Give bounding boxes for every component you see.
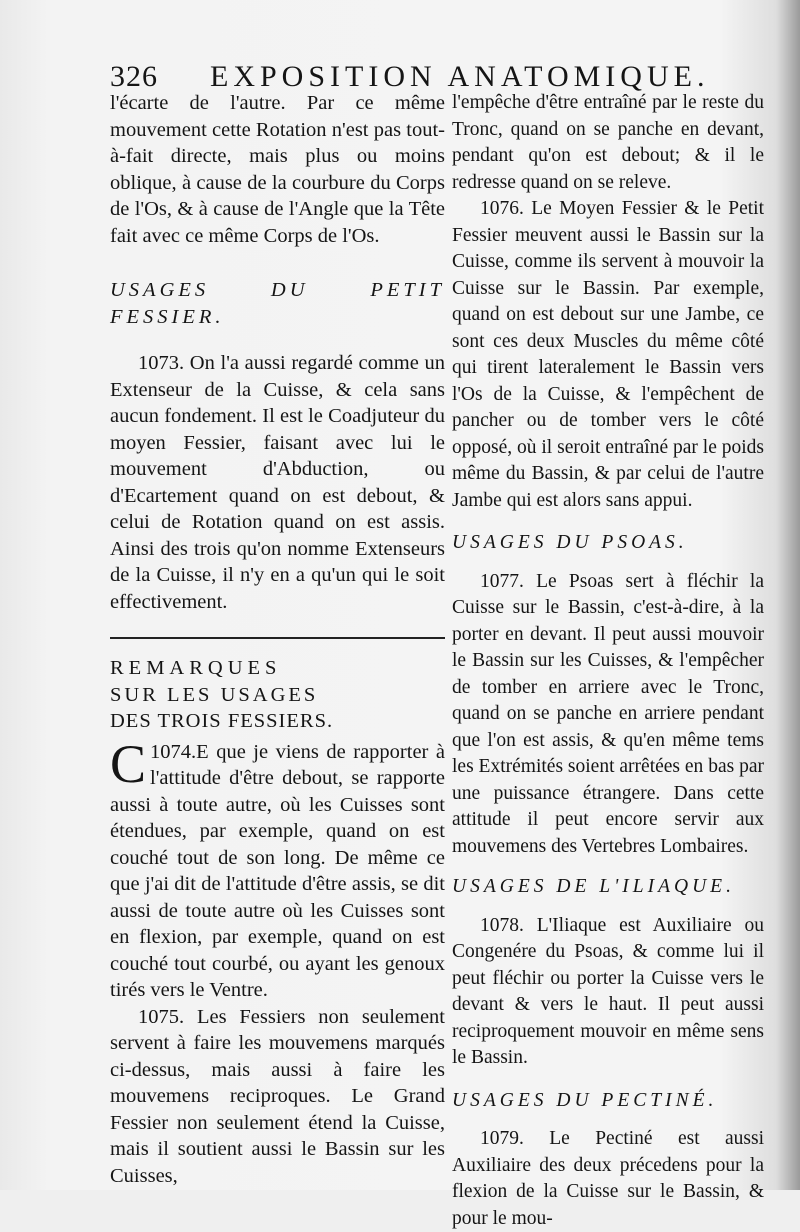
remarques-title: REMARQUES — [110, 657, 282, 679]
paragraph-number: 1074. — [150, 740, 197, 763]
paragraph-1078: 1078. L'Iliaque est Auxiliaire ou Congenére du Psoas, & comme lui il peut fléchir ou porter la Cuisse vers le devant & vers le haut. Il peut aussi reciproquement mouvoir en même sens le Bassin. — [452, 914, 764, 1068]
section-heading-petit-fessier: USAGES DU PETIT FESSIER. — [110, 279, 445, 328]
remarques-subtitle: SUR LES USAGES — [110, 683, 319, 706]
right-column — [452, 90, 764, 1232]
paragraph-1074-text: E que je viens de rapporter à l'attitude d'être debout, se rapporte aussi à toute autre, où les Cuisses sont étendues, par exemple, quand on est couché tout de son long. De même ce que j'ai dit de l'attitude d'être assis, se dit aussi de toute autre où les Cuisses sont en flexion, par exemple, quand on est couché tout courbé, ou ayant les genoux tirés vers le Ventre. — [110, 740, 445, 1001]
section-heading-psoas: USAGES DU PSOAS. — [452, 532, 688, 553]
paragraph-1076: 1076. Le Moyen Fessier & le Petit Fessier meuvent aussi le Bassin sur la Cuisse, comme ils servent à mouvoir la Cuisse sur le Bassin. Par exemple, quand on est debout sur une Jambe, ce sont ces deux Muscles du même côté qui tirent lateralement le Bassin vers l'Os de la Cuisse, & l'empêchent de pancher ou de tomber vers le côté opposé, où il seroit entraîné par le poids même du Bassin, & par celui de l'autre Jambe qui est alors sans appui. — [452, 198, 764, 511]
section-heading-pectine: USAGES DU PECTINÉ. — [452, 1089, 718, 1111]
paragraph-continued-right: l'empêche d'être entraîné par le reste du Tronc, quand on se panche en devant, pendant qu'on est debout; & il le redresse quand on se releve. — [452, 92, 764, 193]
paragraph-1079: 1079. Le Pectiné est aussi Auxiliaire des deux précedens pour la flexion de la Cuisse sur le Bassin, & pour le mou- — [452, 1128, 764, 1229]
paragraph-1073: 1073. On l'a aussi regardé comme un Extenseur de la Cuisse, & cela sans aucun fondement. Il est le Coadjuteur du moyen Fessier, faisant avec lui le mouvement d'Abduction, ou d'Ecartement quand on est debout, & celui de Rotation quand on est assis. Ainsi des trois qu'on nomme Extenseurs de la Cuisse, il n'y en a qu'un qui le soit effectivement. — [110, 352, 445, 613]
drop-cap: C — [110, 733, 147, 794]
paragraph-1075: 1075. Les Fessiers non seulement servent à faire les mouvemens marqués ci-dessus, mais aussi à faire les mouvemens reciproques. Le Grand Fessier non seulement étend la Cuisse, mais il soutient aussi le Bassin sur les Cuisses, — [110, 1005, 445, 1187]
running-head: EXPOSITION ANATOMIQUE. — [210, 60, 710, 93]
remarques-title-trois-fessiers: DES TROIS FESSIERS. — [110, 710, 334, 732]
page-number: 326 — [110, 60, 158, 93]
paragraph-1077: 1077. Le Psoas sert à fléchir la Cuisse sur le Bassin, c'est-à-dire, à la porter en devant. Il peut aussi mouvoir le Bassin sur les Cuisses, & l'empêcher de tomber en arriere avec le Tronc, quand on se panche en arriere pendant que l'on est assis, & qu'en même tems les Extrémités soient arrêtées en bas par une puissance étrangere. Dans cette attitude il peut encore servir aux mouvemens des Vertebres Lombaires. — [452, 570, 764, 857]
left-column — [110, 90, 445, 1189]
paragraph-1074 — [110, 733, 445, 1004]
section-heading-iliaque: USAGES DE L'ILIAQUE. — [452, 876, 735, 897]
paragraph-continued: l'écarte de l'autre. Par ce même mouvement cette Rotation n'est pas tout-à-fait directe, mais plus ou moins oblique, à cause de la courbure du Corps de l'Os, & à cause de l'Angle que la Tête fait avec ce même Corps de l'Os. — [110, 92, 445, 247]
